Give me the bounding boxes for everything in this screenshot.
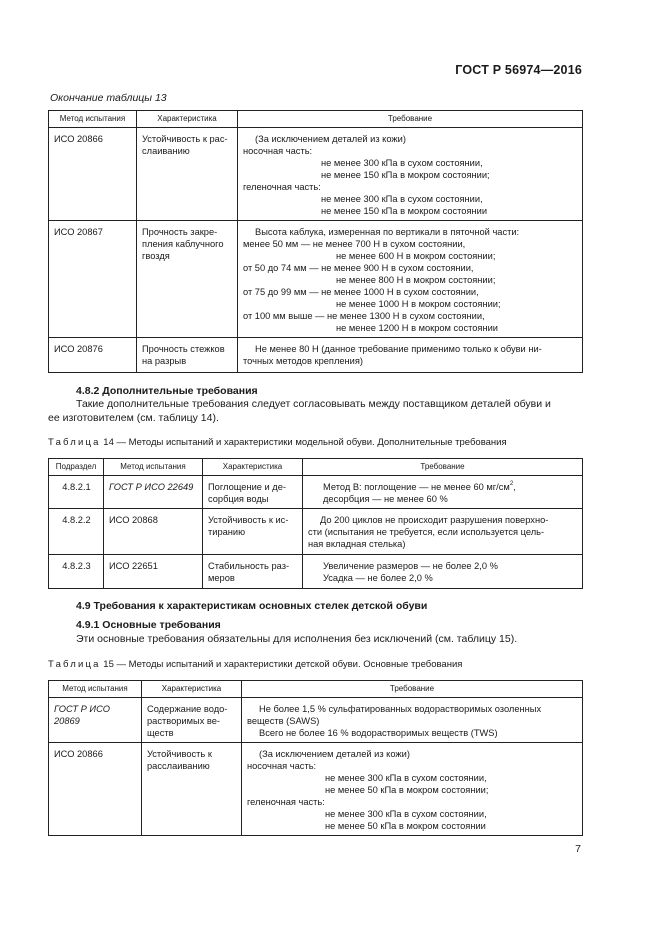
method-cell: ИСО 20868	[109, 515, 158, 525]
table-row	[49, 128, 583, 221]
characteristic-line: Прочность закре-	[142, 227, 218, 237]
characteristic-line: Устойчивость к ис-	[208, 515, 289, 525]
characteristic-line: Устойчивость к	[147, 749, 212, 759]
requirement-line: не менее 150 кПа в мокром состоянии	[321, 206, 488, 216]
requirement-line: точных методов крепления)	[243, 356, 363, 366]
method-line: 20869	[54, 716, 80, 726]
table-row	[49, 338, 583, 373]
table-15-caption	[48, 659, 462, 670]
requirement-line: Всего не более 16 % водорастворимых веществ (TWS)	[259, 728, 498, 738]
characteristic-line: сорбция воды	[208, 494, 269, 504]
column-header: Требование	[242, 681, 583, 698]
subsection-cell: 4.8.2.1	[62, 482, 91, 492]
characteristic-line: Поглощение и де-	[208, 482, 287, 492]
requirement-line: сти (испытания не требуется, если используется цель-	[308, 527, 545, 537]
requirement-line: не менее 1000 Н в мокром состоянии;	[336, 299, 501, 309]
paragraph-line: ее изготовителем (см. таблицу 14).	[48, 412, 219, 424]
requirement-line: десорбция — не менее 60 %	[323, 494, 448, 504]
table-13	[48, 110, 583, 373]
table-14-caption	[48, 437, 507, 448]
table-header-row	[49, 459, 583, 476]
requirement-line: ная вкладная стелька)	[308, 539, 406, 549]
column-header: Требование	[238, 111, 583, 128]
table-row	[49, 221, 583, 338]
method-cell: ИСО 20876	[54, 344, 103, 354]
requirement-line: не менее 150 кПа в мокром состоянии;	[321, 170, 490, 180]
requirement-line: не менее 300 кПа в сухом состоянии,	[321, 194, 483, 204]
requirement-line: носочная часть:	[247, 761, 317, 771]
characteristic-line: ществ	[147, 728, 174, 738]
characteristic-line: Прочность стежков	[142, 344, 225, 354]
table-row	[49, 743, 583, 836]
column-header: Метод испытания	[49, 681, 142, 698]
requirement-line: носочная часть:	[243, 146, 313, 156]
requirement-line: Метод В: поглощение — не менее 60 $мг/см^2$,	[323, 481, 516, 492]
column-header: Характеристика	[137, 111, 238, 128]
characteristic-line: Содержание водо-	[147, 704, 228, 714]
requirement-line: от 100 мм выше — не менее 1300 Н в сухом состоянии,	[243, 311, 485, 321]
table-row	[49, 509, 583, 555]
table-15	[48, 680, 583, 836]
characteristic-line: слаиванию	[142, 146, 190, 156]
table-row	[49, 555, 583, 589]
requirement-line: не менее 300 кПа в сухом состоянии,	[325, 809, 487, 819]
section-heading-4-9: 4.9 Требования к характеристикам основных стелек детской обуви	[76, 600, 428, 612]
column-header: Требование	[303, 459, 583, 476]
caption-label: Таблица	[48, 659, 101, 670]
characteristic-line: пления каблучного	[142, 239, 224, 249]
requirement-line: не менее 800 Н в мокром состоянии;	[336, 275, 496, 285]
requirement-line: от 50 до 74 мм — не менее 900 Н в сухом состоянии,	[243, 263, 474, 273]
requirement-line: Не менее 80 Н (данное требование применимо только к обуви ни-	[255, 344, 542, 354]
method-cell: ИСО 20866	[54, 749, 103, 759]
method-cell: ИСО 20867	[54, 227, 103, 237]
requirement-line: (За исключением деталей из кожи)	[259, 749, 410, 759]
table-13-caption: Окончание таблицы 13	[50, 92, 167, 104]
column-header: Подраздел	[49, 459, 104, 476]
method-cell: ГОСТ Р ИСО 22649	[109, 482, 194, 492]
caption-label: Таблица	[48, 437, 101, 448]
superscript: 2	[509, 481, 514, 487]
column-header: Метод испытания	[104, 459, 203, 476]
method-cell: ИСО 20866	[54, 134, 103, 144]
characteristic-line: гвоздя	[142, 251, 170, 261]
column-header: Метод испытания	[49, 111, 137, 128]
requirement-line: Усадка — не более 2,0 %	[323, 573, 433, 583]
standard-designation: ГОСТ Р 56974—2016	[455, 63, 582, 77]
column-header: Характеристика	[142, 681, 242, 698]
subsection-cell: 4.8.2.3	[62, 561, 91, 571]
requirement-line: Увеличение размеров — не более 2,0 %	[323, 561, 498, 571]
requirement-line: не менее 300 кПа в сухом состоянии,	[321, 158, 483, 168]
requirement-line: не менее 1200 Н в мокром состоянии	[336, 323, 498, 333]
caption-text: 15 — Методы испытаний и характеристики детской обуви. Основные требования	[103, 659, 463, 670]
characteristic-line: тиранию	[208, 527, 246, 537]
method-line: ГОСТ Р ИСО	[54, 704, 110, 714]
requirement-line: Не более 1,5 % сульфатированных водорастворимых озоленных	[259, 704, 542, 714]
table-row	[49, 476, 583, 509]
table-row	[49, 698, 583, 743]
table-14	[48, 458, 583, 589]
requirement-line: менее 50 мм — не менее 700 Н в сухом состоянии,	[243, 239, 466, 249]
requirement-line: (За исключением деталей из кожи)	[255, 134, 406, 144]
table-header-row	[49, 111, 583, 128]
subsection-cell: 4.8.2.2	[62, 515, 91, 525]
requirement-line: геленочная часть:	[247, 797, 325, 807]
requirement-line: не менее 300 кПа в сухом состоянии,	[325, 773, 487, 783]
characteristic-line: меров	[208, 573, 235, 583]
characteristic-line: Стабильность раз-	[208, 561, 290, 571]
caption-text: 14 — Методы испытаний и характеристики модельной обуви. Дополнительные требования	[103, 437, 507, 448]
characteristic-line: растворимых ве-	[147, 716, 221, 726]
table-header-row	[49, 681, 583, 698]
method-cell: ИСО 22651	[109, 561, 158, 571]
requirement-line: До 200 циклов не происходит разрушения поверхно-	[320, 515, 549, 525]
requirement-line: от 75 до 99 мм — не менее 1000 Н в сухом состоянии,	[243, 287, 479, 297]
characteristic-line: Устойчивость к рас-	[142, 134, 228, 144]
column-header: Характеристика	[203, 459, 303, 476]
paragraph-line: Эти основные требования обязательны для исполнения без исключений (см. таблицу 15).	[76, 633, 518, 645]
page-number: 7	[575, 843, 581, 855]
section-heading-4-9-1: 4.9.1 Основные требования	[76, 619, 221, 631]
requirement-line: не менее 50 кПа в мокром состоянии;	[325, 785, 489, 795]
paragraph-line: Такие дополнительные требования следует согласовывать между поставщиком деталей обуви и	[76, 398, 551, 410]
requirement-line: геленочная часть:	[243, 182, 321, 192]
requirement-line: Высота каблука, измеренная по вертикали в пяточной части:	[255, 227, 520, 237]
characteristic-line: расслаиванию	[147, 761, 210, 771]
characteristic-line: на разрыв	[142, 356, 187, 366]
requirement-line: не менее 600 Н в мокром состоянии;	[336, 251, 496, 261]
requirement-line: не менее 50 кПа в мокром состоянии	[325, 821, 486, 831]
section-heading-4-8-2: 4.8.2 Дополнительные требования	[76, 385, 258, 397]
requirement-line: веществ (SAWS)	[247, 716, 320, 726]
